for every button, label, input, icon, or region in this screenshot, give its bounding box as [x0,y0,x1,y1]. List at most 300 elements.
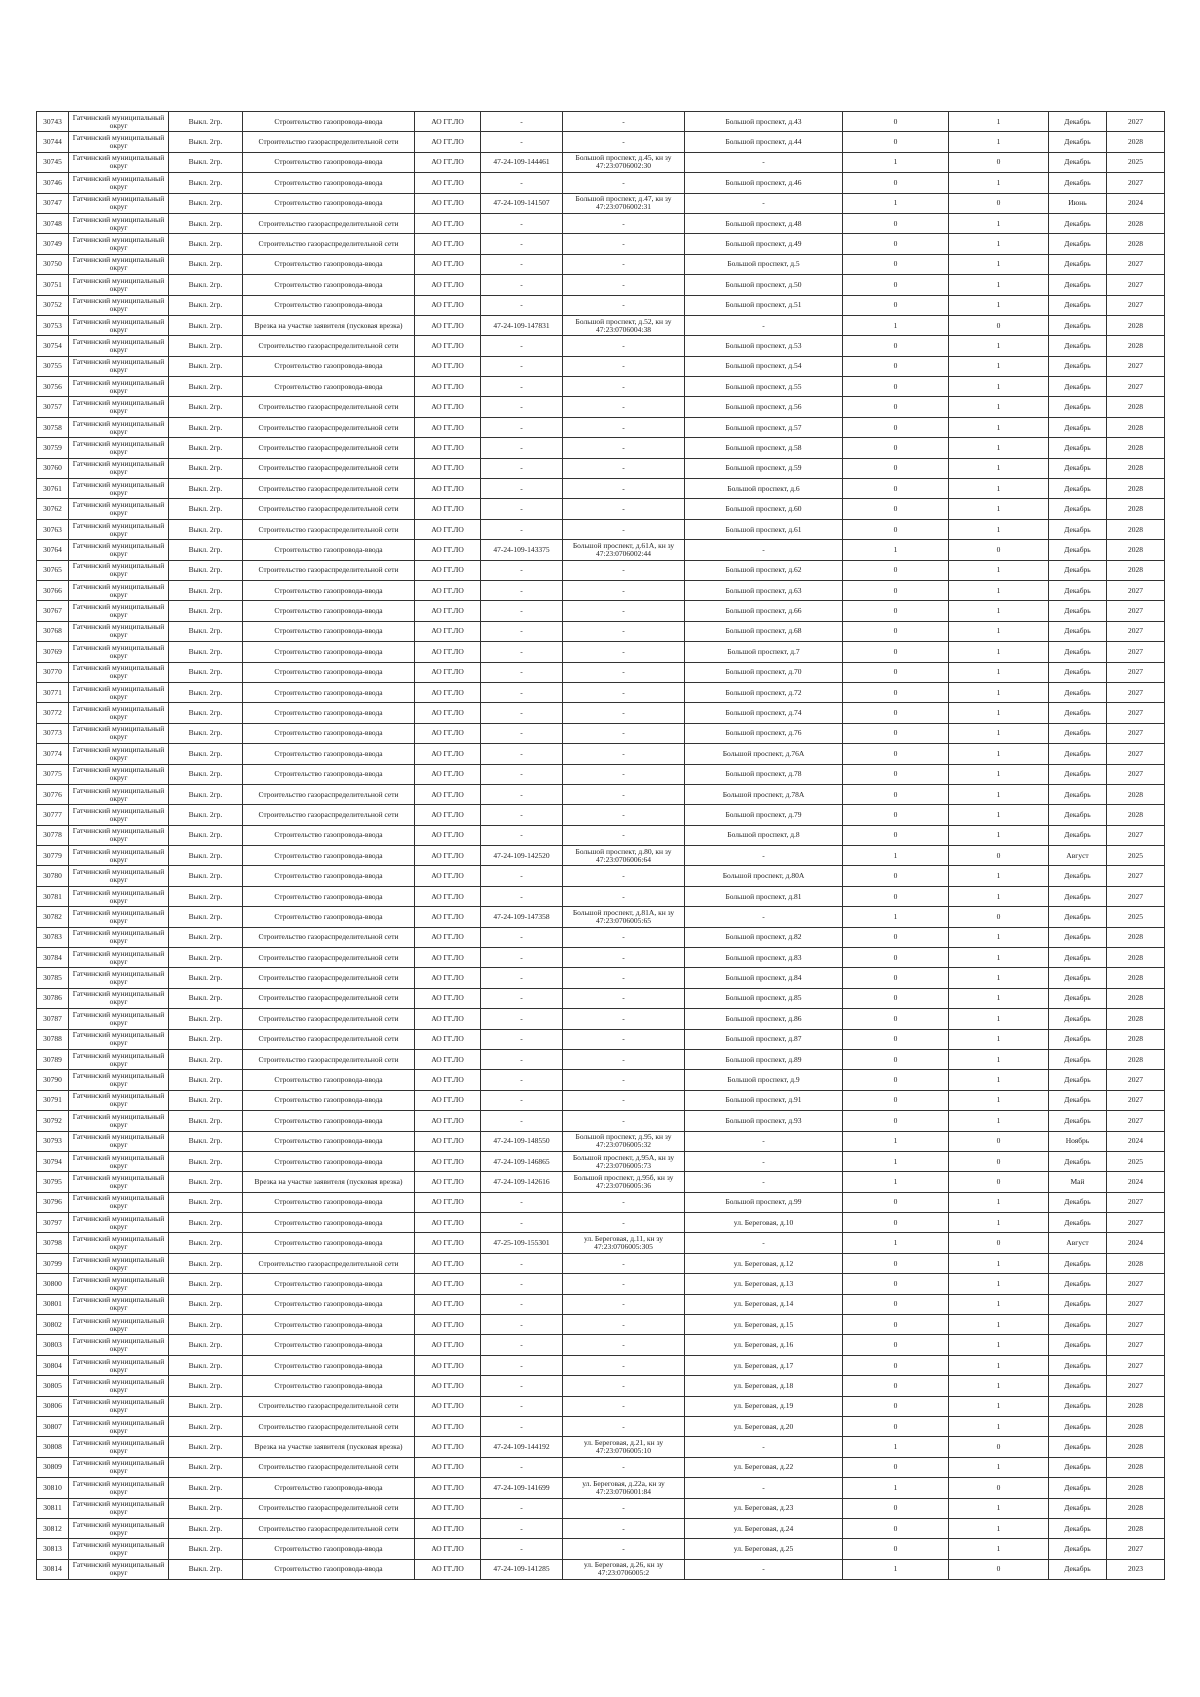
row-number-cell: 30785 [37,968,69,988]
cadastral-address-cell: Большой проспект, д.47, кн зу 47:23:0706002:31 [563,193,685,213]
application-number-cell: - [481,1111,563,1131]
month-cell: Декабрь [1049,1539,1107,1559]
year-cell: 2024 [1107,193,1165,213]
table-row [37,1518,1165,1538]
cadastral-address-cell: Большой проспект, д.61А, кн зу 47:23:0706002:44 [563,540,685,560]
cadastral-address-cell: - [563,377,685,397]
year-cell: 2028 [1107,1049,1165,1069]
work-type-cell: Врезка на участке заявителя (пусковая врезка) [243,1172,415,1192]
table-row [37,1151,1165,1171]
row-number-cell: 30776 [37,784,69,804]
organization-cell: АО ГГ.ЛО [415,1172,481,1192]
address-cell: Большой проспект, д.68 [685,621,843,641]
work-type-cell: Строительство газопровода-ввода [243,1070,415,1090]
cadastral-address-cell: - [563,1355,685,1375]
municipality-cell: Гатчинский муниципальный округ [69,1559,169,1579]
organization-cell: АО ГГ.ЛО [415,1376,481,1396]
year-cell: 2028 [1107,988,1165,1008]
year-cell: 2027 [1107,601,1165,621]
qty-a-cell: 0 [843,132,949,152]
organization-cell: АО ГГ.ЛО [415,417,481,437]
cadastral-address-cell: - [563,1253,685,1273]
work-type-cell: Строительство газопровода-ввода [243,662,415,682]
qty-a-cell: 0 [843,519,949,539]
address-cell: Большой проспект, д.84 [685,968,843,988]
year-cell: 2024 [1107,1131,1165,1151]
category-cell: Выкл. 2гр. [169,356,243,376]
qty-a-cell: 1 [843,1131,949,1151]
cadastral-address-cell: ул. Береговая, д.11, кн зу 47:23:0706005:305 [563,1233,685,1253]
category-cell: Выкл. 2гр. [169,173,243,193]
cadastral-address-cell: - [563,173,685,193]
work-type-cell: Строительство газопровода-ввода [243,907,415,927]
address-cell: Большой проспект, д.85 [685,988,843,1008]
organization-cell: АО ГГ.ЛО [415,1131,481,1151]
table-row [37,805,1165,825]
qty-a-cell: 0 [843,784,949,804]
table-row [37,682,1165,702]
address-cell: - [685,540,843,560]
address-cell: Большой проспект, д.79 [685,805,843,825]
cadastral-address-cell: - [563,1192,685,1212]
organization-cell: АО ГГ.ЛО [415,744,481,764]
cadastral-address-cell: - [563,295,685,315]
application-number-cell: - [481,601,563,621]
qty-b-cell: 0 [949,1131,1049,1151]
address-cell: - [685,1172,843,1192]
qty-b-cell: 1 [949,682,1049,702]
category-cell: Выкл. 2гр. [169,621,243,641]
organization-cell: АО ГГ.ЛО [415,1213,481,1233]
table-row [37,1478,1165,1498]
qty-a-cell: 0 [843,356,949,376]
table-row [37,846,1165,866]
address-cell: Большой проспект, д.83 [685,948,843,968]
application-number-cell: - [481,1498,563,1518]
row-number-cell: 30780 [37,866,69,886]
row-number-cell: 30756 [37,377,69,397]
qty-b-cell: 1 [949,275,1049,295]
work-type-cell: Строительство газораспределительной сети [243,1457,415,1477]
qty-b-cell: 1 [949,234,1049,254]
row-number-cell: 30808 [37,1437,69,1457]
municipality-cell: Гатчинский муниципальный округ [69,948,169,968]
month-cell: Декабрь [1049,1518,1107,1538]
work-type-cell: Строительство газопровода-ввода [243,744,415,764]
qty-b-cell: 1 [949,1009,1049,1029]
organization-cell: АО ГГ.ЛО [415,948,481,968]
month-cell: Июнь [1049,193,1107,213]
municipality-cell: Гатчинский муниципальный округ [69,336,169,356]
year-cell: 2027 [1107,173,1165,193]
category-cell: Выкл. 2гр. [169,805,243,825]
month-cell: Декабрь [1049,112,1107,132]
address-cell: Большой проспект, д.62 [685,560,843,580]
application-number-cell: - [481,1294,563,1314]
table-row [37,540,1165,560]
month-cell: Декабрь [1049,1457,1107,1477]
application-number-cell: - [481,1049,563,1069]
qty-b-cell: 1 [949,927,1049,947]
month-cell: Декабрь [1049,295,1107,315]
application-number-cell: 47-25-109-155301 [481,1233,563,1253]
year-cell: 2027 [1107,1335,1165,1355]
category-cell: Выкл. 2гр. [169,1478,243,1498]
qty-a-cell: 0 [843,968,949,988]
category-cell: Выкл. 2гр. [169,927,243,947]
address-cell: Большой проспект, д.51 [685,295,843,315]
address-cell: Большой проспект, д.93 [685,1111,843,1131]
row-number-cell: 30744 [37,132,69,152]
municipality-cell: Гатчинский муниципальный округ [69,112,169,132]
qty-a-cell: 0 [843,1498,949,1518]
cadastral-address-cell: Большой проспект, д.81А, кн зу 47:23:0706005:65 [563,907,685,927]
organization-cell: АО ГГ.ЛО [415,1335,481,1355]
municipality-cell: Гатчинский муниципальный округ [69,662,169,682]
qty-b-cell: 1 [949,764,1049,784]
month-cell: Декабрь [1049,356,1107,376]
work-type-cell: Строительство газопровода-ввода [243,173,415,193]
work-type-cell: Строительство газопровода-ввода [243,1355,415,1375]
row-number-cell: 30749 [37,234,69,254]
municipality-cell: Гатчинский муниципальный округ [69,356,169,376]
row-number-cell: 30758 [37,417,69,437]
category-cell: Выкл. 2гр. [169,968,243,988]
category-cell: Выкл. 2гр. [169,336,243,356]
organization-cell: АО ГГ.ЛО [415,825,481,845]
year-cell: 2027 [1107,1376,1165,1396]
qty-a-cell: 0 [843,723,949,743]
category-cell: Выкл. 2гр. [169,193,243,213]
municipality-cell: Гатчинский муниципальный округ [69,642,169,662]
qty-a-cell: 1 [843,315,949,335]
qty-b-cell: 1 [949,988,1049,1008]
qty-a-cell: 0 [843,438,949,458]
qty-a-cell: 0 [843,213,949,233]
work-type-cell: Строительство газопровода-ввода [243,1478,415,1498]
cadastral-address-cell: - [563,784,685,804]
work-type-cell: Строительство газораспределительной сети [243,927,415,947]
qty-a-cell: 0 [843,1355,949,1375]
row-number-cell: 30772 [37,703,69,723]
table-row [37,662,1165,682]
table-row [37,988,1165,1008]
row-number-cell: 30760 [37,458,69,478]
address-cell: - [685,846,843,866]
address-cell: Большой проспект, д.60 [685,499,843,519]
category-cell: Выкл. 2гр. [169,662,243,682]
year-cell: 2028 [1107,458,1165,478]
row-number-cell: 30811 [37,1498,69,1518]
cadastral-address-cell: - [563,1335,685,1355]
table-row [37,1192,1165,1212]
organization-cell: АО ГГ.ЛО [415,1070,481,1090]
qty-a-cell: 0 [843,1049,949,1069]
application-number-cell: - [481,825,563,845]
year-cell: 2027 [1107,682,1165,702]
row-number-cell: 30769 [37,642,69,662]
category-cell: Выкл. 2гр. [169,1049,243,1069]
organization-cell: АО ГГ.ЛО [415,1009,481,1029]
month-cell: Декабрь [1049,907,1107,927]
cadastral-address-cell: - [563,275,685,295]
qty-a-cell: 1 [843,1437,949,1457]
cadastral-address-cell: Большой проспект, д.45, кн зу 47:23:0706002:30 [563,152,685,172]
qty-b-cell: 1 [949,173,1049,193]
address-cell: Большой проспект, д.49 [685,234,843,254]
address-cell: ул. Береговая, д.15 [685,1315,843,1335]
qty-a-cell: 1 [843,1151,949,1171]
qty-a-cell: 0 [843,580,949,600]
address-cell: ул. Береговая, д.12 [685,1253,843,1273]
qty-b-cell: 1 [949,784,1049,804]
category-cell: Выкл. 2гр. [169,132,243,152]
table-row [37,377,1165,397]
category-cell: Выкл. 2гр. [169,315,243,335]
address-cell: ул. Береговая, д.23 [685,1498,843,1518]
row-number-cell: 30813 [37,1539,69,1559]
month-cell: Декабрь [1049,417,1107,437]
cadastral-address-cell: - [563,1498,685,1518]
work-type-cell: Строительство газораспределительной сети [243,988,415,1008]
cadastral-address-cell: - [563,866,685,886]
application-number-cell: - [481,1029,563,1049]
work-type-cell: Строительство газопровода-ввода [243,1315,415,1335]
cadastral-address-cell: - [563,601,685,621]
year-cell: 2028 [1107,968,1165,988]
qty-a-cell: 0 [843,1457,949,1477]
cadastral-address-cell: - [563,703,685,723]
municipality-cell: Гатчинский муниципальный округ [69,1518,169,1538]
month-cell: Декабрь [1049,275,1107,295]
organization-cell: АО ГГ.ЛО [415,336,481,356]
address-cell: Большой проспект, д.56 [685,397,843,417]
month-cell: Декабрь [1049,682,1107,702]
category-cell: Выкл. 2гр. [169,1355,243,1375]
category-cell: Выкл. 2гр. [169,846,243,866]
application-number-cell: - [481,458,563,478]
address-cell: ул. Береговая, д.25 [685,1539,843,1559]
work-type-cell: Строительство газопровода-ввода [243,1376,415,1396]
month-cell: Декабрь [1049,1437,1107,1457]
cadastral-address-cell: - [563,927,685,947]
application-number-cell: - [481,1315,563,1335]
row-number-cell: 30809 [37,1457,69,1477]
year-cell: 2027 [1107,1192,1165,1212]
municipality-cell: Гатчинский муниципальный округ [69,1253,169,1273]
category-cell: Выкл. 2гр. [169,764,243,784]
application-number-cell: 47-24-109-144461 [481,152,563,172]
municipality-cell: Гатчинский муниципальный округ [69,132,169,152]
cadastral-address-cell: - [563,1009,685,1029]
municipality-cell: Гатчинский муниципальный округ [69,1233,169,1253]
municipality-cell: Гатчинский муниципальный округ [69,703,169,723]
table-row [37,1233,1165,1253]
month-cell: Декабрь [1049,621,1107,641]
work-type-cell: Строительство газораспределительной сети [243,560,415,580]
cadastral-address-cell: Большой проспект, д.95б, кн зу 47:23:0706005:36 [563,1172,685,1192]
municipality-cell: Гатчинский муниципальный округ [69,1192,169,1212]
address-cell: Большой проспект, д.9 [685,1070,843,1090]
application-number-cell: - [481,805,563,825]
organization-cell: АО ГГ.ЛО [415,540,481,560]
qty-b-cell: 1 [949,1253,1049,1273]
qty-a-cell: 1 [843,193,949,213]
month-cell: Декабрь [1049,1253,1107,1273]
cadastral-address-cell: - [563,580,685,600]
work-type-cell: Строительство газопровода-ввода [243,580,415,600]
year-cell: 2023 [1107,1559,1165,1579]
application-number-cell: 47-24-109-147358 [481,907,563,927]
organization-cell: АО ГГ.ЛО [415,1396,481,1416]
year-cell: 2027 [1107,254,1165,274]
municipality-cell: Гатчинский муниципальный округ [69,825,169,845]
qty-a-cell: 1 [843,152,949,172]
municipality-cell: Гатчинский муниципальный округ [69,1315,169,1335]
address-cell: - [685,907,843,927]
address-cell: Большой проспект, д.80А [685,866,843,886]
year-cell: 2028 [1107,1029,1165,1049]
work-type-cell: Строительство газораспределительной сети [243,968,415,988]
municipality-cell: Гатчинский муниципальный округ [69,1131,169,1151]
municipality-cell: Гатчинский муниципальный округ [69,988,169,1008]
table-row [37,601,1165,621]
row-number-cell: 30747 [37,193,69,213]
qty-a-cell: 0 [843,234,949,254]
cadastral-address-cell: ул. Береговая, д.22а, кн зу 47:23:0706001:84 [563,1478,685,1498]
municipality-cell: Гатчинский муниципальный округ [69,479,169,499]
category-cell: Выкл. 2гр. [169,295,243,315]
row-number-cell: 30812 [37,1518,69,1538]
municipality-cell: Гатчинский муниципальный округ [69,784,169,804]
qty-b-cell: 1 [949,377,1049,397]
table-row [37,315,1165,335]
table-row [37,927,1165,947]
category-cell: Выкл. 2гр. [169,560,243,580]
cadastral-address-cell: - [563,1518,685,1538]
address-cell: ул. Береговая, д.20 [685,1417,843,1437]
qty-a-cell: 0 [843,1111,949,1131]
category-cell: Выкл. 2гр. [169,540,243,560]
year-cell: 2027 [1107,275,1165,295]
organization-cell: АО ГГ.ЛО [415,213,481,233]
organization-cell: АО ГГ.ЛО [415,1539,481,1559]
category-cell: Выкл. 2гр. [169,1029,243,1049]
application-number-cell: - [481,968,563,988]
qty-b-cell: 1 [949,1417,1049,1437]
application-number-cell: - [481,1009,563,1029]
row-number-cell: 30803 [37,1335,69,1355]
cadastral-address-cell: - [563,825,685,845]
row-number-cell: 30766 [37,580,69,600]
qty-b-cell: 1 [949,1396,1049,1416]
application-number-cell: - [481,1090,563,1110]
category-cell: Выкл. 2гр. [169,417,243,437]
table-row [37,1009,1165,1029]
municipality-cell: Гатчинский муниципальный округ [69,1376,169,1396]
municipality-cell: Гатчинский муниципальный округ [69,254,169,274]
category-cell: Выкл. 2гр. [169,1172,243,1192]
address-cell: - [685,1437,843,1457]
application-number-cell: 47-24-109-143375 [481,540,563,560]
qty-a-cell: 0 [843,336,949,356]
organization-cell: АО ГГ.ЛО [415,927,481,947]
organization-cell: АО ГГ.ЛО [415,1274,481,1294]
row-number-cell: 30807 [37,1417,69,1437]
municipality-cell: Гатчинский муниципальный округ [69,1417,169,1437]
month-cell: Декабрь [1049,173,1107,193]
category-cell: Выкл. 2гр. [169,1009,243,1029]
address-cell: ул. Береговая, д.13 [685,1274,843,1294]
table-row [37,1335,1165,1355]
table-row [37,132,1165,152]
cadastral-address-cell: - [563,356,685,376]
category-cell: Выкл. 2гр. [169,1274,243,1294]
category-cell: Выкл. 2гр. [169,1559,243,1579]
qty-a-cell: 0 [843,417,949,437]
application-number-cell: - [481,662,563,682]
organization-cell: АО ГГ.ЛО [415,1315,481,1335]
month-cell: Декабрь [1049,764,1107,784]
municipality-cell: Гатчинский муниципальный округ [69,193,169,213]
address-cell: Большой проспект, д.87 [685,1029,843,1049]
qty-b-cell: 1 [949,1274,1049,1294]
qty-a-cell: 0 [843,173,949,193]
month-cell: Декабрь [1049,438,1107,458]
qty-a-cell: 0 [843,1029,949,1049]
qty-b-cell: 1 [949,397,1049,417]
qty-b-cell: 1 [949,948,1049,968]
cadastral-address-cell: - [563,1539,685,1559]
municipality-cell: Гатчинский муниципальный округ [69,1009,169,1029]
gasification-table [36,111,1165,1580]
qty-a-cell: 0 [843,1274,949,1294]
cadastral-address-cell: - [563,1457,685,1477]
work-type-cell: Строительство газопровода-ввода [243,1335,415,1355]
category-cell: Выкл. 2гр. [169,1417,243,1437]
month-cell: Декабрь [1049,601,1107,621]
application-number-cell: - [481,438,563,458]
qty-a-cell: 0 [843,1417,949,1437]
table-row [37,275,1165,295]
application-number-cell: - [481,397,563,417]
year-cell: 2027 [1107,356,1165,376]
month-cell: Декабрь [1049,662,1107,682]
qty-b-cell: 0 [949,152,1049,172]
municipality-cell: Гатчинский муниципальный округ [69,1335,169,1355]
month-cell: Декабрь [1049,1315,1107,1335]
cadastral-address-cell: - [563,886,685,906]
category-cell: Выкл. 2гр. [169,397,243,417]
month-cell: Август [1049,846,1107,866]
table-row [37,825,1165,845]
address-cell: ул. Береговая, д.19 [685,1396,843,1416]
application-number-cell: - [481,417,563,437]
qty-a-cell: 0 [843,275,949,295]
qty-a-cell: 0 [843,254,949,274]
cadastral-address-cell: - [563,662,685,682]
address-cell: Большой проспект, д.46 [685,173,843,193]
year-cell: 2025 [1107,152,1165,172]
cadastral-address-cell: - [563,1315,685,1335]
application-number-cell: - [481,642,563,662]
qty-b-cell: 1 [949,703,1049,723]
year-cell: 2027 [1107,1070,1165,1090]
qty-b-cell: 1 [949,1376,1049,1396]
work-type-cell: Строительство газопровода-ввода [243,642,415,662]
qty-a-cell: 0 [843,560,949,580]
category-cell: Выкл. 2гр. [169,1457,243,1477]
